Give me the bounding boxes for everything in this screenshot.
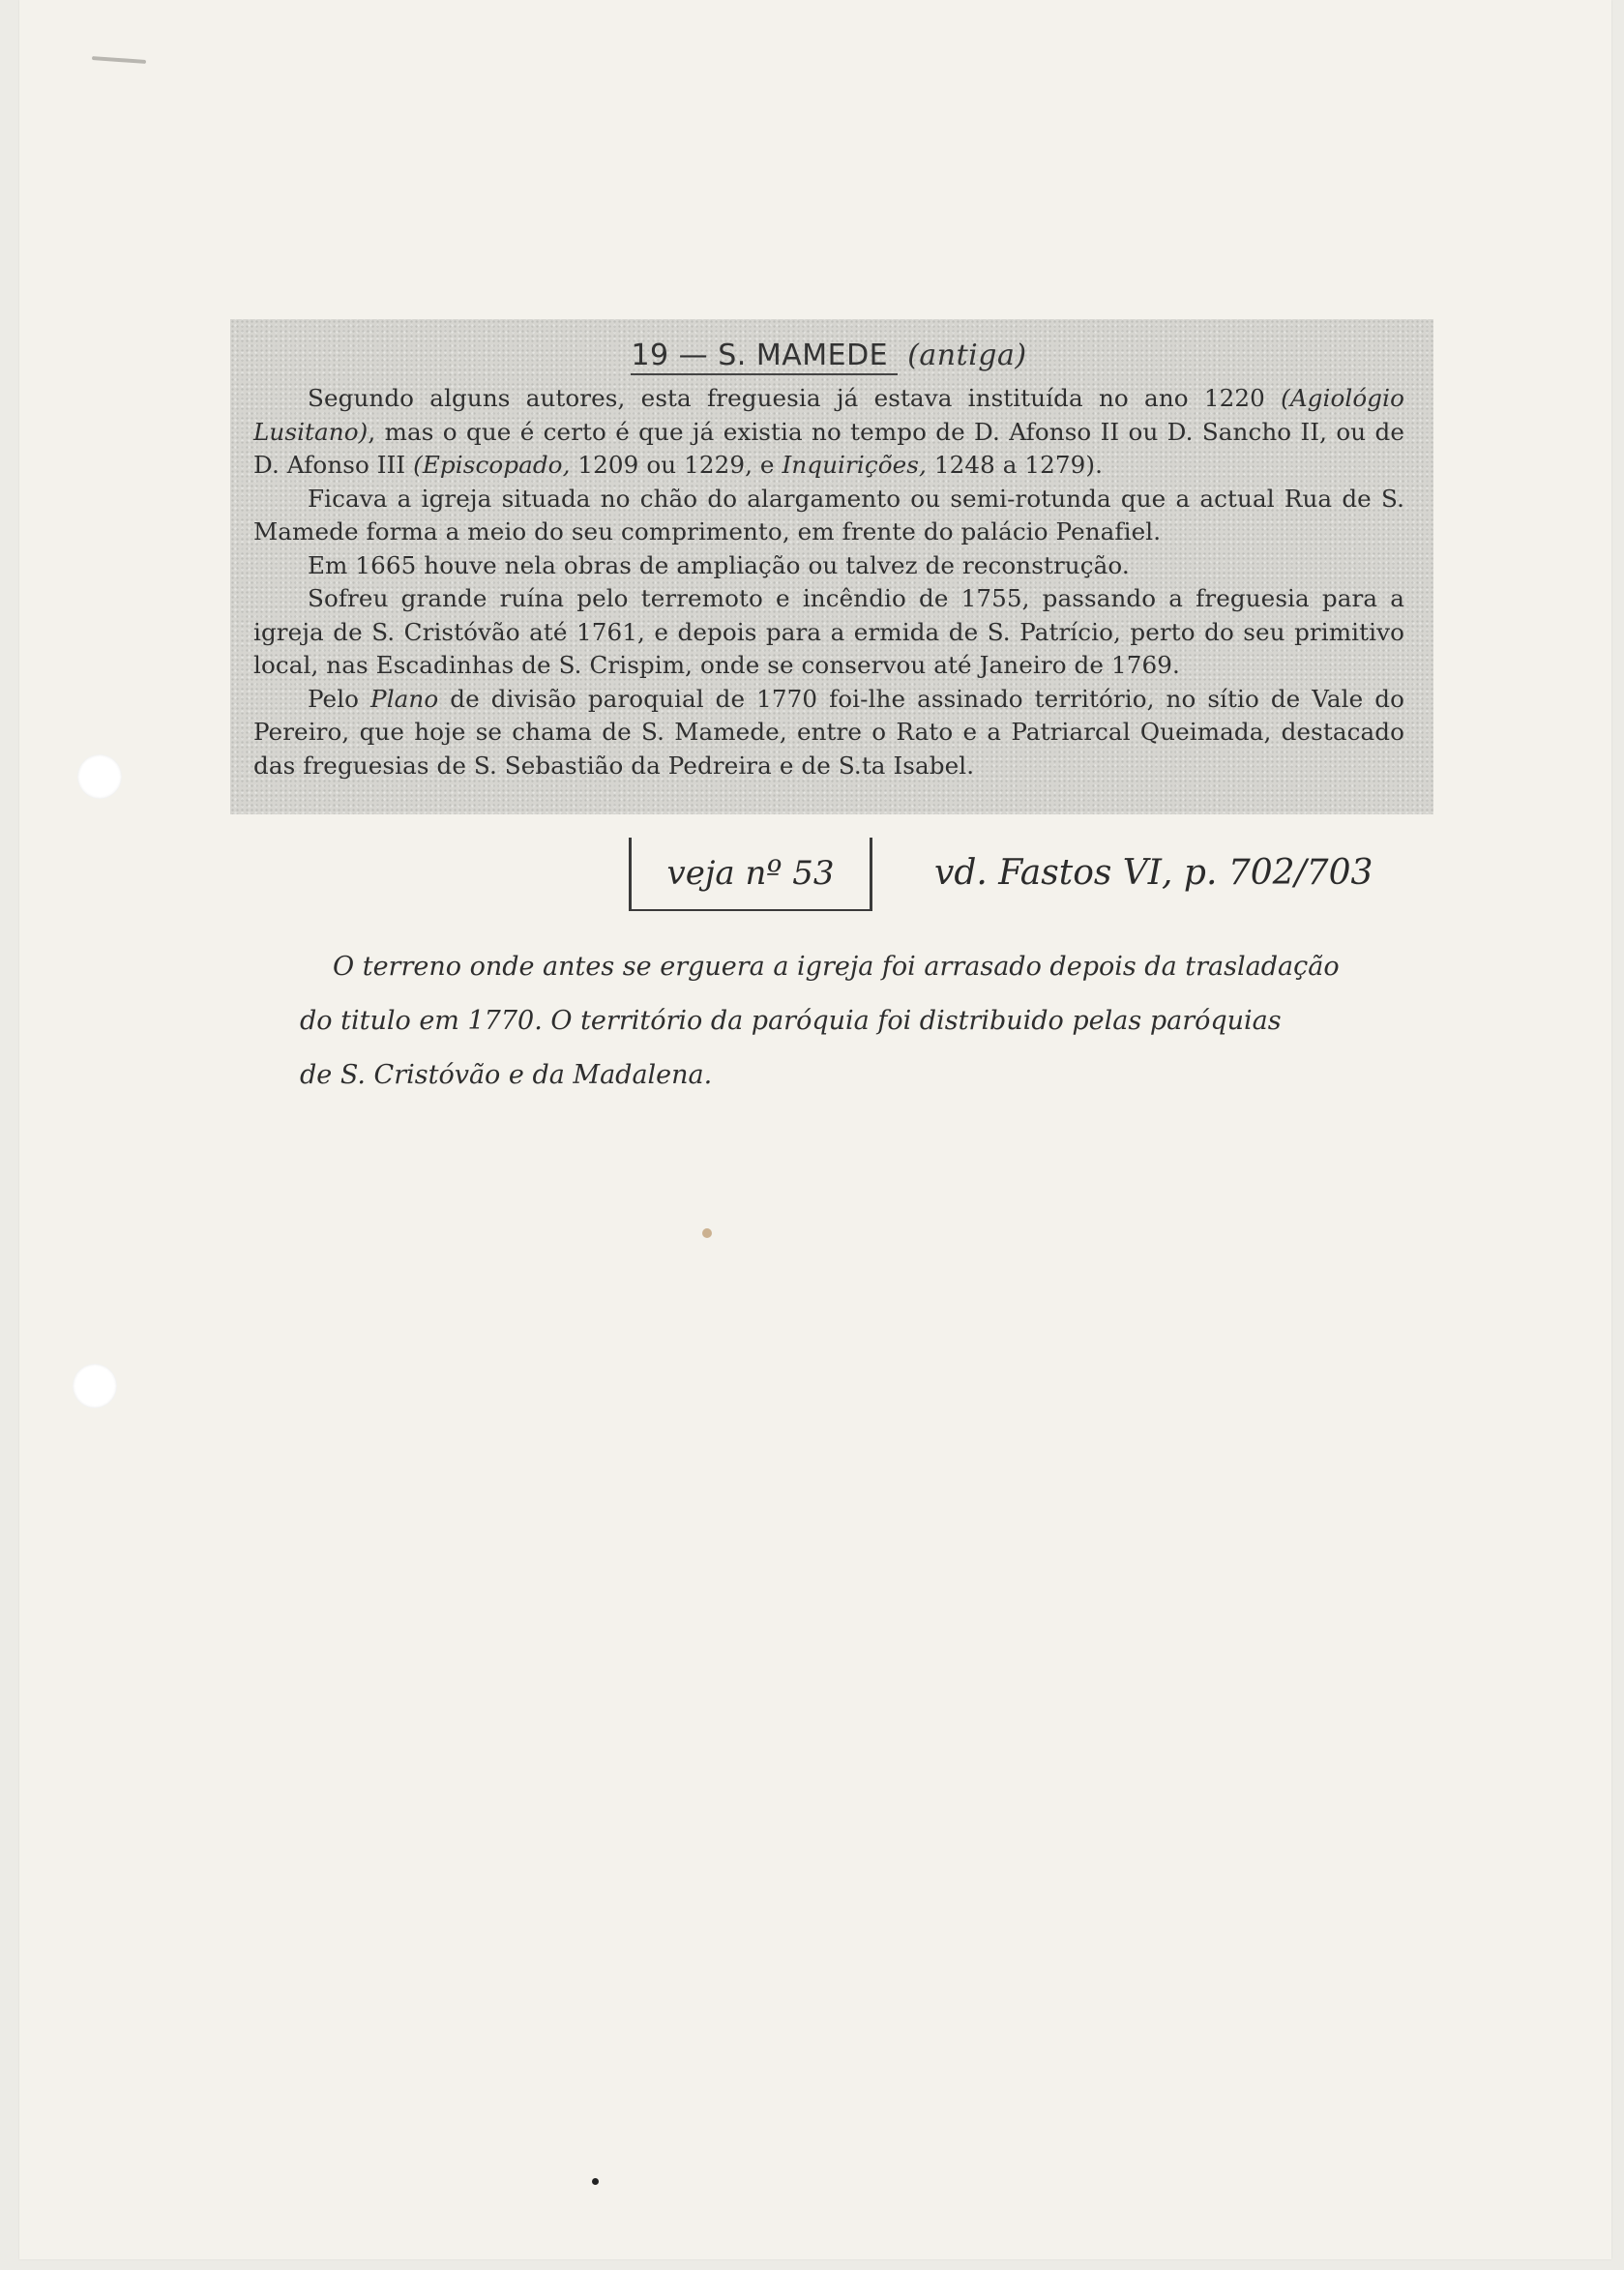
- printed-clipping: [230, 319, 1433, 814]
- document-page: [19, 0, 1611, 2259]
- text-run: Pelo: [308, 684, 371, 713]
- handwritten-note: [300, 940, 1412, 1103]
- italic-run: Plano: [370, 684, 439, 713]
- stain-spot: [702, 1228, 712, 1238]
- entry-name: S. MAMEDE: [718, 339, 889, 372]
- text-run: Em 1665 houve nela obras de ampliação ou talvez de reconstrução.: [308, 550, 1130, 579]
- text-run: 1248 a 1279).: [926, 451, 1104, 479]
- text-run: de divisão paroquial de 1770 foi-lhe assinado território, no sítio de Vale do Pereiro, que hoje se chama de S. Mamede, entre o Rato e a Patriarcal Queimada, destacado das freguesias de S. Sebastião da Pedreira e de S.ta Isabel.: [253, 684, 1404, 780]
- clipping-body: [253, 382, 1404, 782]
- ink-dot: [592, 2178, 599, 2185]
- clipping-paragraph: [253, 683, 1404, 783]
- punch-hole-bottom: [73, 1364, 117, 1408]
- clipping-paragraph: [253, 483, 1404, 549]
- text-run: Sofreu grande ruína pelo terremoto e incêndio de 1755, passando a freguesia para a igreja de S. Cristóvão até 1761, e depois para a ermida de S. Patrício, perto do seu primitivo local, nas Escadinhas de S. Crispim, onde se conservou até Janeiro de 1769.: [253, 584, 1404, 679]
- boxed-cross-reference: [629, 838, 872, 911]
- entry-number: 19: [631, 339, 669, 372]
- punch-hole-top: [77, 754, 122, 799]
- italic-run: (Episcopado,: [413, 451, 571, 479]
- text-run: 1209 ou 1229, e: [570, 451, 782, 479]
- clipping-title: 19 — S. MAMEDE (antiga): [253, 339, 1404, 372]
- clipping-paragraph: [253, 382, 1404, 483]
- text-run: Segundo alguns autores, esta freguesia já estava instituída no ano 1220: [308, 384, 1282, 412]
- boxed-note-text: veja nº 53: [666, 854, 835, 893]
- italic-run: (Agiológio Lusitano): [253, 384, 1404, 446]
- handwritten-line: do titulo em 1770. O território da paróquia foi distribuido pelas paróquias: [300, 1006, 1282, 1036]
- clipping-paragraph: [253, 582, 1404, 683]
- clipping-paragraph: [253, 549, 1404, 583]
- text-run: , mas o que é certo é que já existia no tempo de D. Afonso II ou D. Sancho II, ou de D. Afonso III: [253, 417, 1404, 479]
- handwritten-line: de S. Cristóvão e da Madalena.: [300, 1060, 713, 1090]
- pencil-mark: [92, 56, 146, 64]
- source-reference: vd. Fastos VI, p. 702/703: [934, 853, 1373, 893]
- text-run: Ficava a igreja situada no chão do alargamento ou semi-rotunda que a actual Rua de S. Mamede forma a meio do seu comprimento, em frente do palácio Penafiel.: [253, 484, 1404, 545]
- handwritten-suffix: (antiga): [907, 339, 1027, 372]
- italic-run: Inquirições,: [782, 451, 927, 479]
- handwritten-line: O terreno onde antes se erguera a igreja foi arrasado depois da trasladação: [333, 952, 1340, 982]
